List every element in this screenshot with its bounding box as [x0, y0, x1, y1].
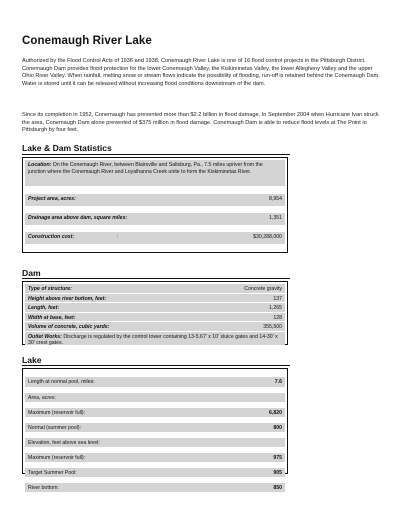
lake-row: [25, 468, 285, 478]
dam-label: Height above river bottom, feet:: [28, 295, 107, 302]
dam-value: 128: [273, 314, 282, 321]
page-title: Conemaugh River Lake: [22, 35, 152, 47]
dam-row: [25, 322, 285, 332]
lake-row: [25, 438, 285, 448]
location-text: On the Conemaugh River, between Blairsville and Saltsburg, Pa., 7.5 miles upriver from the junction where the Conemaugh River and Loyalhanna Creek unite to form the Kiskiminetas River.: [28, 162, 263, 175]
dam-label: Volume of concrete, cubic yards:: [28, 324, 110, 330]
stat-value: 8,954: [269, 196, 282, 202]
dam-label: Width at base, feet:: [28, 314, 76, 321]
outlet-row: [25, 332, 285, 346]
lake-label: Elevation, feet above sea level:: [28, 440, 100, 446]
dam-row: [25, 313, 285, 323]
lake-row: [25, 483, 285, 493]
dam-heading: Dam: [22, 268, 41, 278]
lake-row: [25, 423, 285, 433]
lake-value: 6,820: [269, 410, 282, 416]
location-label: Location:: [28, 162, 52, 168]
lake-value: 800: [273, 425, 282, 431]
lake-value: 905: [273, 470, 282, 476]
lake-heading: Lake: [22, 355, 42, 365]
lake-label: Normal (summer pool):: [28, 425, 82, 431]
stat-extra: :: [117, 234, 119, 240]
dam-value: 355,500: [263, 324, 282, 330]
stat-label: Project area, acres:: [28, 196, 76, 202]
lake-label: Maximum (reservoir full):: [28, 455, 86, 461]
spacer-row: [25, 187, 285, 194]
stat-row: [25, 232, 285, 245]
lake-label: River bottom:: [28, 485, 59, 491]
dam-value: 1,265: [269, 305, 282, 311]
dam-row: [25, 303, 285, 313]
dam-rule: [22, 278, 290, 279]
dam-label: Type of structure:: [28, 286, 72, 292]
dam-value: 137: [273, 295, 282, 302]
lake-label: Target Summer Pool:: [28, 470, 77, 476]
lake-label: Length at normal pool, miles:: [28, 379, 95, 385]
dam-row: [25, 294, 285, 304]
lake-rule: [22, 365, 290, 366]
lake-row: [25, 393, 285, 403]
lake-row: [25, 408, 285, 418]
stat-value: $30,288,000: [253, 234, 282, 240]
lake-row: [25, 453, 285, 463]
lake-value: 7.6: [274, 379, 282, 385]
lake-label: Area, acres:: [28, 395, 56, 401]
lake-value: 850: [273, 485, 282, 491]
dam-label: Length, feet:: [28, 305, 60, 311]
intro-paragraph: Authorized by the Flood Control Acts of 1936 and 1938, Conemaugh River Lake is one of 16 flood control projects in the Pittsburgh District. Conemaugh Dam provides flood protection for the lower Conemaugh Valley, the Kiskiminetas Valley, the lower Allegheny Valley and the upper Ohio River Valley. When rainfall, melting snow or stream flows indicate the possibility of flooding, run-off is retained behind the Conemaugh Dam. Water is stored until it can be released without increasing flood conditions downstream of the dam.: [22, 58, 380, 87]
dam-row: [25, 284, 285, 294]
statistics-heading: Lake & Dam Statistics: [22, 143, 112, 153]
outlet-label: Outlet Works:: [28, 333, 62, 340]
stat-label: Drainage area above dam, square miles:: [28, 215, 128, 221]
lake-row: [25, 377, 285, 388]
stat-row: [25, 194, 285, 207]
lake-value: 975: [273, 455, 282, 461]
lake-label: Maximum (reservoir full):: [28, 410, 86, 416]
outlet-text: Discharge is regulated by the control tower containing 13-5.67' x 10' sluice gates and 14-30' x 30' crest gates.: [28, 333, 278, 346]
stat-value: 1,351: [269, 215, 282, 221]
history-paragraph: Since its completion in 1952, Conemaugh has prevented more than $2.2 billion in flood damage. In September 2004 when Hurricane Ivan struck the area, Conemaugh Dam alone prevented of $375 million in flood damage. Conemaugh Dam is able to reduce flood levels at The Point in Pittsburgh by four feet.: [22, 112, 379, 134]
stat-label: Construction cost:: [28, 234, 75, 240]
statistics-box: [22, 157, 288, 253]
location-row: [25, 160, 285, 187]
lake-box: [22, 368, 288, 491]
stat-row: [25, 213, 285, 226]
statistics-rule: [22, 154, 290, 155]
dam-box: [22, 281, 288, 345]
dam-value: Concrete gravity: [244, 286, 282, 292]
